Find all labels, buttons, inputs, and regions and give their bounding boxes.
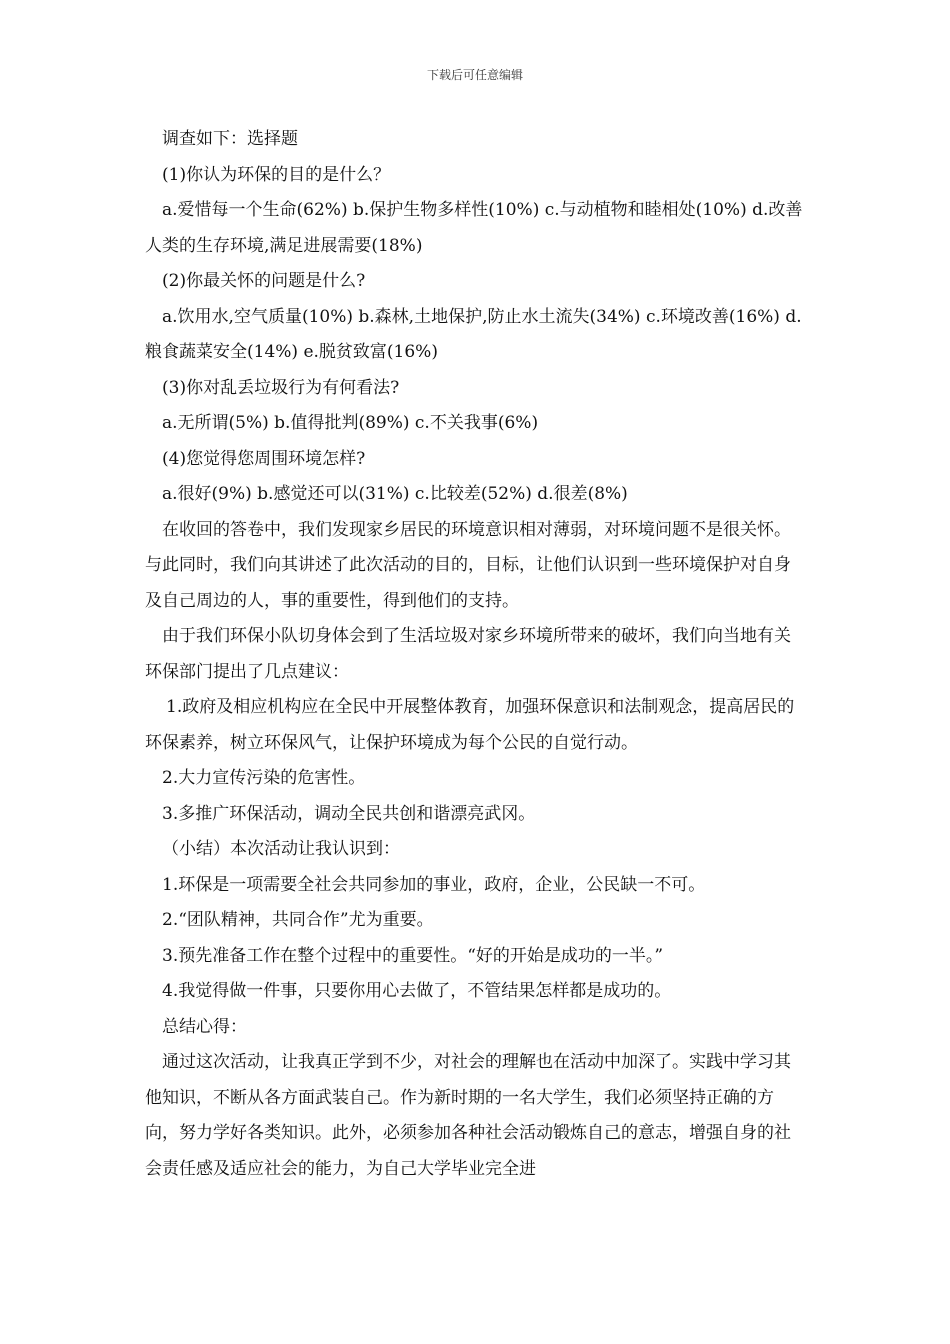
paragraph-question-1: (1)你认为环保的目的是什么？ [162, 164, 391, 185]
paragraph-question-2: (2)你最关怀的问题是什么? [162, 271, 366, 291]
paragraph-findings: 在收回的答卷中，我们发现家乡居民的环境意识相对薄弱，对环境问题不是很关怀。与此同时，我们向其讲述了此次活动的目的，目标，让他们认识到一些环境保护对自身及自己周边的人，事的重要性，得到他们的支持。 [145, 519, 791, 611]
document-body [145, 122, 807, 1187]
paragraph-summary-2: 2.“团队精神，共同合作”尤为重要。 [162, 910, 434, 930]
paragraph-summary-4: 4.我觉得做一件事，只要你用心去做了，不管结果怎样都是成功的。 [162, 981, 672, 1001]
paragraph-survey-intro: 调查如下：选择题 [162, 129, 298, 149]
paragraph-suggestion-1: 1.政府及相应机构应在全民中开展整体教育，加强环保意识和法制观念，提高居民的环保素养，树立环保风气，让保护环境成为每个公民的自觉行动。 [145, 697, 795, 753]
paragraph-suggestion-2: 2.大力宣传污染的危害性。 [162, 768, 366, 788]
paragraph-reflection-heading: 总结心得： [162, 1016, 247, 1037]
paragraph-answers-1: a.爱惜每一个生命(62%) b.保护生物多样性(10%) c.与动植物和睦相处(10%) d.改善人类的生存环境,满足进展需要(18%) [145, 200, 803, 256]
paragraph-suggestions-intro: 由于我们环保小队切身体会到了生活垃圾对家乡环境所带来的破坏，我们向当地有关环保部门提出了几点建议： [145, 626, 791, 682]
paragraph-summary-3: 3.预先准备工作在整个过程中的重要性。“好的开始是成功的一半。” [162, 945, 664, 966]
paragraph-reflection: 通过这次活动，让我真正学到不少，对社会的理解也在活动中加深了。实践中学习其他知识，不断从各方面武装自己。作为新时期的一名大学生，我们必须坚持正确的方向，努力学好各类知识。此外，必须参加各种社会活动锻炼自己的意志，增强自身的社会责任感及适应社会的能力，为自己大学毕业完全进 [145, 1052, 791, 1179]
paragraph-answers-4: a.很好(9%) b.感觉还可以(31%) c.比较差(52%) d.很差(8%) [162, 484, 628, 504]
paragraph-question-4: (4)您觉得您周围环境怎样? [162, 448, 366, 469]
paragraph-question-3: (3)你对乱丢垃圾行为有何看法? [162, 377, 400, 398]
header-note: 下载后可任意编辑 [426, 68, 523, 82]
paragraph-answers-3: a.无所谓(5%) b.值得批判(89%) c.不关我事(6%) [162, 413, 539, 433]
paragraph-answers-2: a.饮用水,空气质量(10%) b.森林,土地保护,防止水土流失(34%) c.环境改善(16%) d.粮食蔬菜安全(14%) e.脱贫致富(16%) [145, 306, 802, 362]
paragraph-suggestion-3: 3.多推广环保活动，调动全民共创和谐漂亮武冈。 [162, 803, 536, 824]
paragraph-summary-heading: （小结）本次活动让我认识到： [162, 839, 400, 859]
paragraph-summary-1: 1.环保是一项需要全社会共同参加的事业，政府，企业，公民缺一不可。 [162, 874, 706, 895]
